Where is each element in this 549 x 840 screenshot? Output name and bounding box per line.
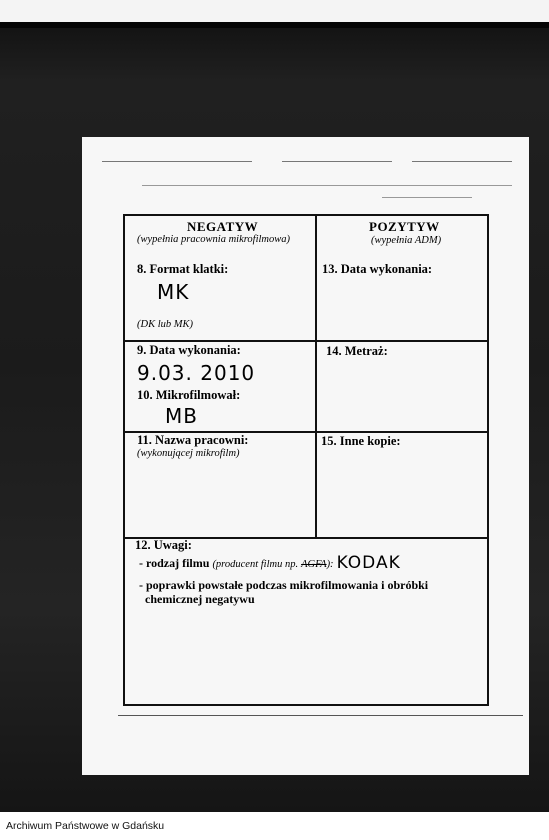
format-klatki-label: 8. Format klatki:	[137, 262, 229, 276]
mikrofilmowal-label: 10. Mikrofilmował:	[137, 388, 241, 402]
rodzaj-filmu-line	[139, 552, 401, 572]
uwagi-label: 12. Uwagi:	[135, 538, 192, 552]
format-klatki-value: MK	[157, 280, 190, 304]
negatyw-title: NEGATYW	[187, 219, 259, 234]
negatyw-data-wykonania-value: 9.03. 2010	[137, 361, 256, 385]
microfilm-record-form	[123, 214, 489, 706]
poprawki-line-1: - poprawki powstałe podczas mikrofilmowania i obróbki	[139, 578, 429, 592]
rodzaj-filmu-label: - rodzaj filmu	[139, 556, 210, 570]
mikrofilmowal-value: MB	[165, 404, 198, 428]
rodzaj-filmu-hint: (producent filmu np.	[212, 559, 299, 570]
nazwa-pracowni-label: 11. Nazwa pracowni:	[137, 433, 249, 447]
rodzaj-filmu-value: KODAK	[336, 553, 401, 573]
column-divider	[315, 216, 317, 537]
rodzaj-filmu-example: AGFA	[301, 559, 327, 570]
inne-kopie-label: 15. Inne kopie:	[321, 434, 401, 448]
metraz-label: 14. Metraż:	[326, 344, 388, 358]
archive-label: Archiwum Państwowe w Gdańsku	[6, 820, 165, 832]
format-klatki-hint: (DK lub MK)	[137, 319, 193, 330]
rodzaj-filmu-hint-end: ):	[326, 559, 334, 570]
negatyw-data-wykonania-label: 9. Data wykonania:	[137, 343, 241, 357]
nazwa-pracowni-hint: (wykonującej mikrofilm)	[137, 448, 240, 459]
footer-bar	[0, 812, 549, 840]
bottom-rule	[118, 715, 523, 716]
poprawki-line-2: chemicznej negatywu	[145, 592, 255, 606]
pozytyw-data-wykonania-label: 13. Data wykonania:	[322, 262, 433, 276]
pozytyw-title: POZYTYW	[369, 219, 440, 234]
row-divider-1	[125, 340, 487, 342]
negatyw-subtitle: (wypełnia pracownia mikrofilmowa)	[137, 234, 291, 245]
pozytyw-subtitle: (wypełnia ADM)	[371, 235, 442, 246]
